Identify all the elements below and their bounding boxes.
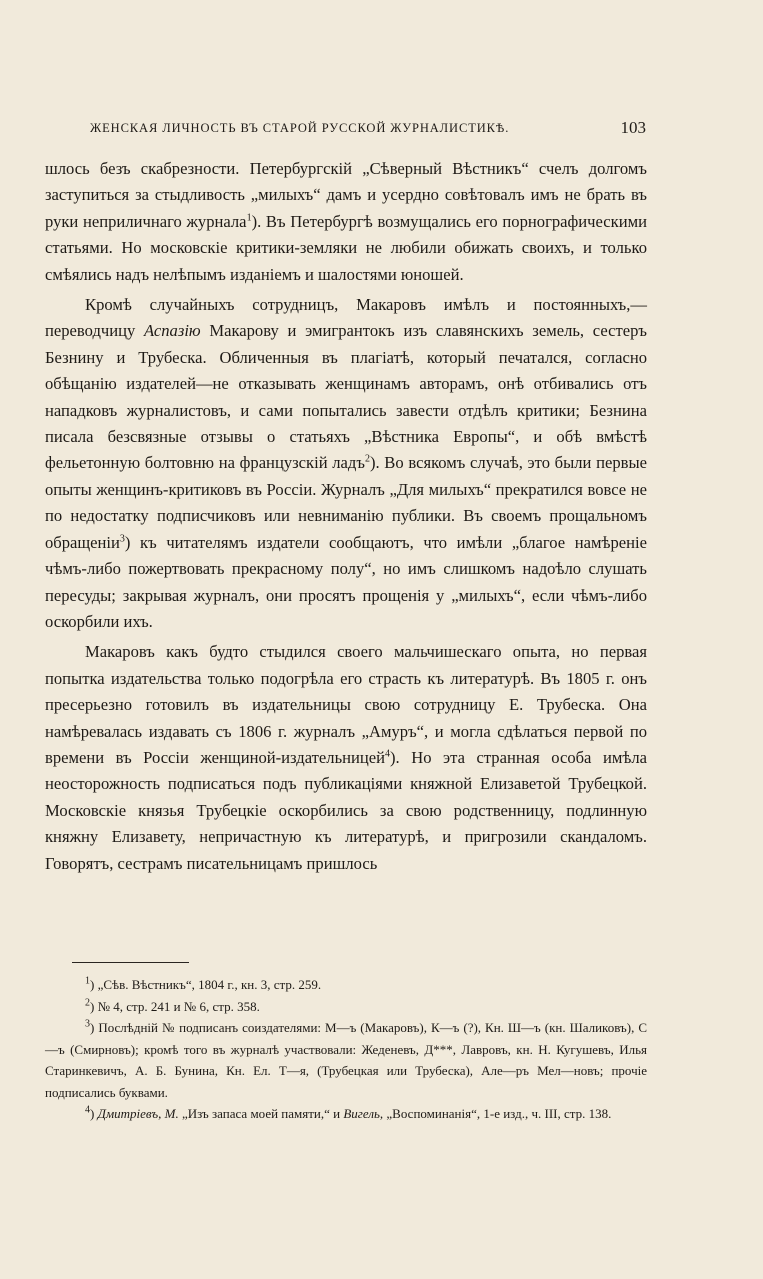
footnote-ref-2: 2: [364, 453, 370, 465]
footnote-1: [45, 974, 647, 996]
footnote-ref-1: 1: [246, 212, 252, 224]
footnote-1-mark: 1: [85, 975, 90, 987]
paragraph-2-text-a: Кромѣ случайныхъ сотрудницъ, Макаровъ имѣлъ и постоянныхъ,— переводчицу: [45, 295, 647, 341]
footnote-3-text: ) Послѣдній № подписанъ соиздателями: М—ъ (Макаровъ), К—ъ (?), Кн. Ш—ъ (кн. Шаликовъ), С—ъ (Смирновъ); кромѣ того въ журналѣ участвовали: Жеденевъ, Д***, Лавровъ, кн. Н. Кугушевъ, Илья Старинкевичъ, А. Б. Бунина, Кн. Ел. Т—я, (Трубецкая или Трубеска), Але—ръ Мел—новъ; прочіе подписались буквами.: [45, 1020, 647, 1100]
footnote-2: [45, 996, 647, 1018]
paragraph-3-text-a: Макаровъ какъ будто стыдился своего мальчишескаго опыта, но первая попытка издательства только подогрѣла его страсть къ литературѣ. Въ 1805 г. онъ пресерьезно готовилъ въ издательницы свою сотрудницу Е. Трубеска. Она намѣревалась издавать съ 1806 г. журналъ „Амуръ“, и могла сдѣлаться первой по времени въ Россіи женщиной-издательницей: [45, 642, 647, 767]
footnote-separator: [72, 962, 189, 963]
main-text: [45, 156, 647, 877]
footnote-1-text: ) „Сѣв. Вѣстникъ“, 1804 г., кн. 3, стр. 259.: [90, 977, 322, 992]
footnote-3-mark: 3: [85, 1018, 90, 1030]
footnote-3: [45, 1017, 647, 1103]
footnote-4-mid: „Изъ запаса моей памяти,“ и: [178, 1106, 344, 1121]
footnote-4: $^4$) Дмитріевъ, М. „Изъ запаса моей памяти,“ и Вигель, „Воспоминанія“, 1-е изд., ч. III, стр. 138.: [85, 1104, 612, 1121]
footnote-ref-3: 3: [119, 533, 125, 545]
footnote-4-author-1: Дмитріевъ, М.: [97, 1106, 179, 1121]
paragraph-2-text-d: ) къ читателямъ издатели сообщаютъ, что имѣли „благое намѣреніе чѣмъ-либо пожертвовать прекрасному полу“, но имъ слишкомъ надоѣло слушать пересуды; закрывая журналъ, они просятъ прощенія у „милыхъ“, если чѣмъ-либо оскорбили ихъ.: [45, 532, 647, 631]
paragraph-2-text-b: Макарову и эмигрантокъ изъ славянскихъ земель, сестеръ Безнину и Трубеска. Обличенныя въ плагіатѣ, который печатался, согласно обѣщанію издателей—не отказывать женщинамъ авторамъ, онѣ отбивались отъ нападковъ журналистовъ, и сами попытались завести отдѣлъ критики; Безнина писала безсвязные отзывы о статьяхъ „Вѣстника Европы“, и обѣ вмѣстѣ фельетонную болтовню на французскій ладъ: [45, 321, 647, 473]
footnote-ref-4: 4: [385, 748, 391, 760]
paragraph-2-text-c: ). Во всякомъ случаѣ, это были первые опыты женщинъ-критиковъ въ Россіи. Журналъ „Для милыхъ“ прекратился вовсе не по недостатку подписчиковъ или невниманію публики. Въ своемъ прощальномъ обращеніи: [45, 453, 648, 552]
footnote-4-mark: 4: [85, 1104, 90, 1116]
footnote-4-author-2: Вигель,: [343, 1106, 384, 1121]
paragraph-1-text: шлось безъ скабрезности. Петербургскій „Сѣверный Вѣстникъ“ счелъ долгомъ заступиться за стыдливость „милыхъ“ дамъ и усердно совѣтовалъ имъ не брать въ руки неприличнаго журнала: [45, 159, 647, 231]
footnote-2-mark: 2: [85, 997, 90, 1009]
footnote-2-text: ) № 4, стр. 241 и № 6, стр. 358.: [90, 998, 260, 1014]
footnote-4-end: „Воспоминанія“, 1-е изд., ч. III, стр. 138.: [383, 1106, 612, 1121]
paragraph-1-end: ). Въ Петербургѣ возмущались его порнографическими статьями. Но московскіе критики-земляки не любили обижать своихъ, и только смѣялись надъ нелѣпымъ изданіемъ и шалостями юношей.: [45, 211, 647, 284]
paragraph-3: [45, 639, 647, 877]
running-title: ЖЕНСКАЯ ЛИЧНОСТЬ ВЪ СТАРОЙ РУССКОЙ ЖУРНАЛИСТИКѢ.: [90, 121, 510, 135]
page-number: 103: [620, 118, 646, 137]
page-header: [90, 118, 646, 140]
paragraph-2: [45, 292, 647, 635]
paragraph-3-text-b: ). Но эта странная особа имѣла неосторожность подписаться подъ публикаціями княжной Елизаветой Трубецкой. Московскіе князья Трубецкіе оскорбились за свою родственницу, подлинную княжну Елизавету, непричастную къ литературѣ, и пригрозили скандаломъ. Говорятъ, сестрамъ писательницамъ пришлось: [45, 747, 647, 873]
paragraph-2-emphasis: Аспазію: [144, 321, 201, 341]
footnotes: [45, 974, 647, 1125]
paragraph-1: [45, 156, 647, 288]
